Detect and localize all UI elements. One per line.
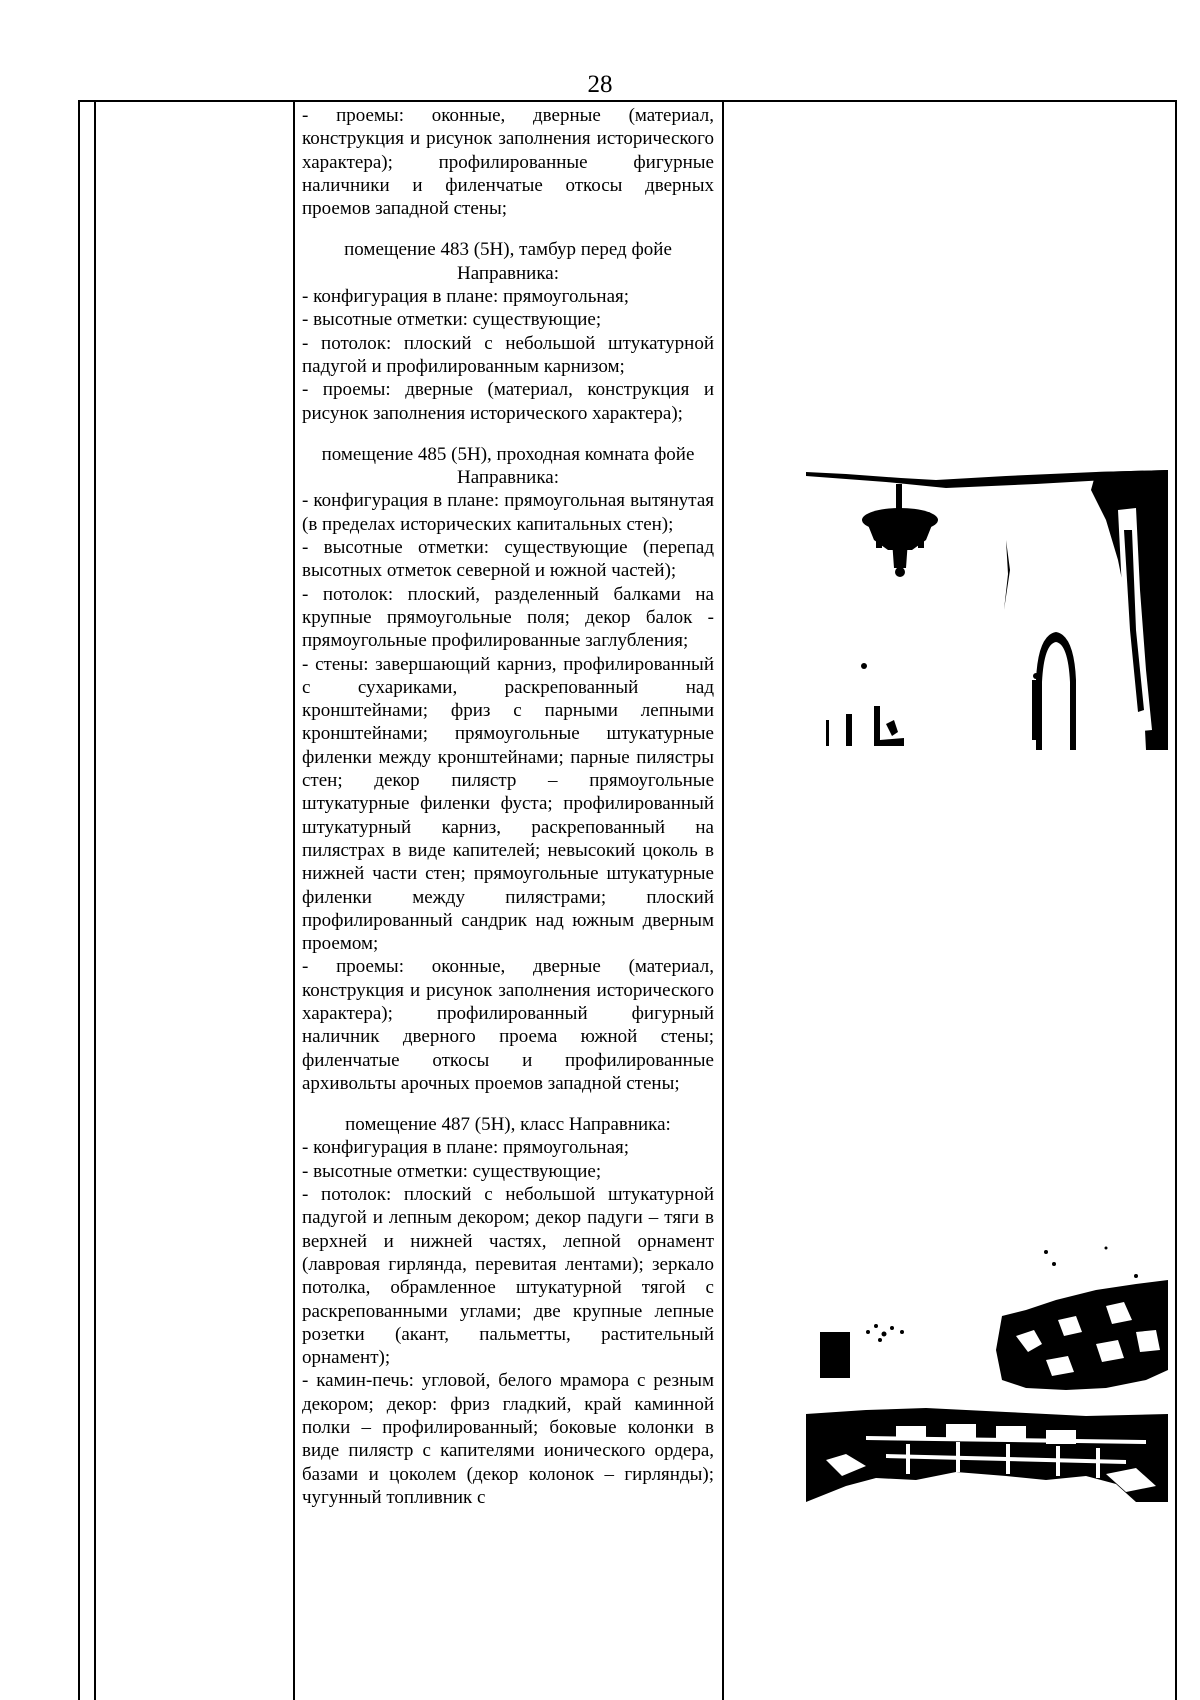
room-485-heading: помещение 485 (5Н), проходная комната фойе Направника: <box>321 443 695 489</box>
list-item: - потолок: плоский с небольшой штукатурной падугой и профилированным карнизом; <box>302 332 714 377</box>
list-item: - проемы: оконные, дверные (материал, конструкция и рисунок заполнения исторического характера); профилированный фигурный наличник дверного проема южной стены; филенчатые откосы и профилированные архивольты арочных проемов западной стены; <box>302 956 714 1094</box>
list-item: - конфигурация в плане: прямоугольная вытянутая (в пределах исторических капитальных стен); <box>302 490 714 535</box>
list-item: - проемы: дверные (материал, конструкция и рисунок заполнения исторического характера); <box>302 379 714 424</box>
room-487-heading: помещение 487 (5Н), класс Направника: <box>345 1114 671 1136</box>
photo-room-487-image <box>806 1240 1168 1502</box>
column-divider-3 <box>722 102 724 1700</box>
room-483-heading: помещение 483 (5Н), тамбур перед фойе Направника: <box>344 239 672 284</box>
photo-room-485 <box>806 470 1168 750</box>
list-item: - конфигурация в плане: прямоугольная; <box>302 1137 630 1159</box>
list-item: - конфигурация в плане: прямоугольная; <box>302 286 630 308</box>
page-number: 28 <box>587 71 613 98</box>
column-divider-1 <box>94 102 96 1700</box>
list-item: - потолок: плоский с небольшой штукатурной падугой и лепным декором; декор падуги – тяги в верхней и нижней частях, лепной орнамент (лавровая гирлянда, перевитая лентами); зеркало потолка, обрамленное штукатурной тягой с раскрепованными углами; две крупные лепные розетки (акант, пальметты, растительный орнамент); <box>302 1184 714 1369</box>
list-item: - потолок: плоский, разделенный балками на крупные прямоугольные поля; декор балок - прямоугольные профилированные заглубления; <box>302 583 714 652</box>
list-item: - высотные отметки: существующие (перепад высотных отметок северной и южной частей); <box>302 537 714 582</box>
list-item: - высотные отметки: существующие; <box>302 1160 602 1182</box>
paragraph: - проемы: оконные, дверные (материал, конструкция и рисунок заполнения исторического характера); профилированные фигурные наличники и филенчатые откосы дверных проемов западной стены; <box>302 105 714 220</box>
list-item: - стены: завершающий карниз, профилированный с сухариками, раскрепованный над кронштейнами; фриз с парными лепными кронштейнами; прямоугольные штукатурные филенки между кронштейнами; парные пилястры стен; декор пилястр – прямоугольные штукатурные филенки фуста; профилированный штукатурный карниз, раскрепованный на пилястрах в виде капителей; невысокий цоколь в нижней части стен; прямоугольные штукатурные филенки между пилястрами; плоский профилированный сандрик над южным дверным проемом; <box>302 653 714 955</box>
list-item: - высотные отметки: существующие; <box>302 309 602 331</box>
photo-room-487 <box>806 1240 1168 1502</box>
column-divider-2 <box>293 102 295 1700</box>
photo-room-485-image <box>806 470 1168 750</box>
list-item: - камин-печь: угловой, белого мрамора с резным декором; декор: фриз гладкий, край каминной полки – профилированный; боковые колонки в виде пилястр с капителями ионического ордера, базами и цоколем (декор колонок – гирлянды); чугунный топливник с <box>302 1370 714 1508</box>
description-column <box>302 104 714 1509</box>
